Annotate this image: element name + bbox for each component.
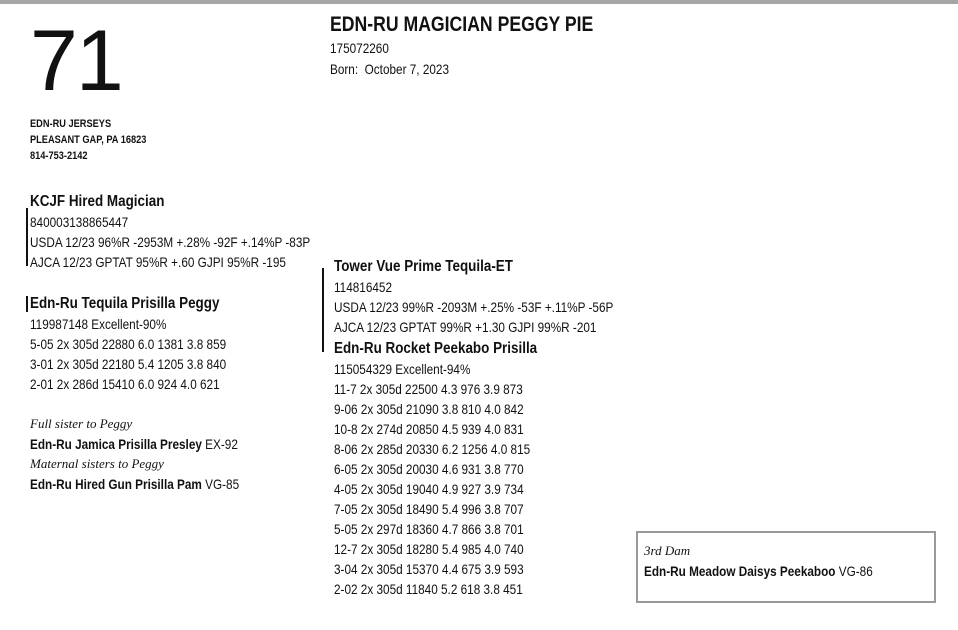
dam-record: 2-01 2x 286d 15410 6.0 924 4.0 621 xyxy=(30,376,220,392)
sire-ajca: AJCA 12/23 GPTAT 95%R +.60 GJPI 95%R -195 xyxy=(30,254,286,270)
sire-name: KCJF Hired Magician xyxy=(30,193,165,210)
granddam-record: 8-06 2x 285d 20330 6.2 1256 4.0 815 xyxy=(334,441,531,457)
owner-phone: 814-753-2142 xyxy=(30,150,88,162)
dams-sire-usda: USDA 12/23 99%R -2093M +.25% -53F +.11%P -56P xyxy=(334,299,614,315)
third-dam-box xyxy=(636,531,936,603)
granddam-name: Edn-Ru Rocket Peekabo Prisilla xyxy=(334,340,538,357)
granddam-record: 7-05 2x 305d 18490 5.4 996 3.8 707 xyxy=(334,501,524,517)
granddam-record: 2-02 2x 305d 11840 5.2 618 3.8 451 xyxy=(334,581,523,597)
dam-record: 3-01 2x 305d 22180 5.4 1205 3.8 840 xyxy=(30,356,227,372)
sire-bracket xyxy=(26,208,28,266)
granddam-record: 10-8 2x 274d 20850 4.5 939 4.0 831 xyxy=(334,421,524,437)
granddam-record: 6-05 2x 305d 20030 4.6 931 3.8 770 xyxy=(334,461,524,477)
third-dam-label: 3rd Dam xyxy=(644,543,691,558)
dams-sire-ajca: AJCA 12/23 GPTAT 99%R +1.30 GJPI 99%R -201 xyxy=(334,319,597,335)
dam-id-class: 119987148 Excellent-90% xyxy=(30,316,167,332)
lot-number: 71 xyxy=(30,13,122,109)
born-date: October 7, 2023 xyxy=(364,61,449,77)
granddam-block xyxy=(334,339,576,599)
granddam-record: 3-04 2x 305d 15370 4.4 675 3.9 593 xyxy=(334,561,524,577)
granddam-id-class: 115054329 Excellent-94% xyxy=(334,361,471,377)
dam-block xyxy=(30,294,264,394)
dams-sire-bracket xyxy=(322,268,324,352)
dam-record: 5-05 2x 305d 22880 6.0 1381 3.8 859 xyxy=(30,336,227,352)
third-dam-score: VG-86 xyxy=(838,563,873,579)
sire-id: 840003138865447 xyxy=(30,214,129,230)
granddam-record: 4-05 2x 305d 19040 4.9 927 3.9 734 xyxy=(334,481,524,497)
maternal-sister-score: VG-85 xyxy=(205,476,240,492)
full-sister-score: EX-92 xyxy=(205,436,238,452)
dams-sire-name: Tower Vue Prime Tequila-ET xyxy=(334,258,513,275)
top-rule xyxy=(0,0,958,4)
dams-sire-block xyxy=(334,257,667,337)
owner-block xyxy=(30,116,169,164)
maternal-sisters-label: Maternal sisters to Peggy xyxy=(30,456,164,471)
owner-name: EDN-RU JERSEYS xyxy=(30,118,112,130)
sisters-notes xyxy=(30,414,279,494)
sire-usda: USDA 12/23 96%R -2953M +.28% -92F +.14%P -83P xyxy=(30,234,311,250)
full-sister-label: Full sister to Peggy xyxy=(30,416,133,431)
owner-address: PLEASANT GAP, PA 16823 xyxy=(30,134,147,146)
dams-sire-id: 114816452 xyxy=(334,279,392,295)
born-label: Born: xyxy=(330,61,359,77)
animal-reg-number: 175072260 xyxy=(330,40,389,56)
full-sister-name: Edn-Ru Jamica Prisilla Presley xyxy=(30,436,202,452)
animal-info xyxy=(330,38,472,80)
granddam-record: 5-05 2x 297d 18360 4.7 866 3.8 701 xyxy=(334,521,524,537)
dam-bracket xyxy=(26,296,28,312)
maternal-sister-name: Edn-Ru Hired Gun Prisilla Pam xyxy=(30,476,202,492)
granddam-record: 11-7 2x 305d 22500 4.3 976 3.9 873 xyxy=(334,381,523,397)
third-dam-name: Edn-Ru Meadow Daisys Peekaboo xyxy=(644,563,836,579)
granddam-record: 12-7 2x 305d 18280 5.4 985 4.0 740 xyxy=(334,541,524,557)
dam-name: Edn-Ru Tequila Prisilla Peggy xyxy=(30,295,220,312)
animal-name-block xyxy=(330,13,643,37)
animal-name: EDN-RU MAGICIAN PEGGY PIE xyxy=(330,13,594,36)
granddam-record: 9-06 2x 305d 21090 3.8 810 4.0 842 xyxy=(334,401,524,417)
sire-block xyxy=(30,192,364,272)
